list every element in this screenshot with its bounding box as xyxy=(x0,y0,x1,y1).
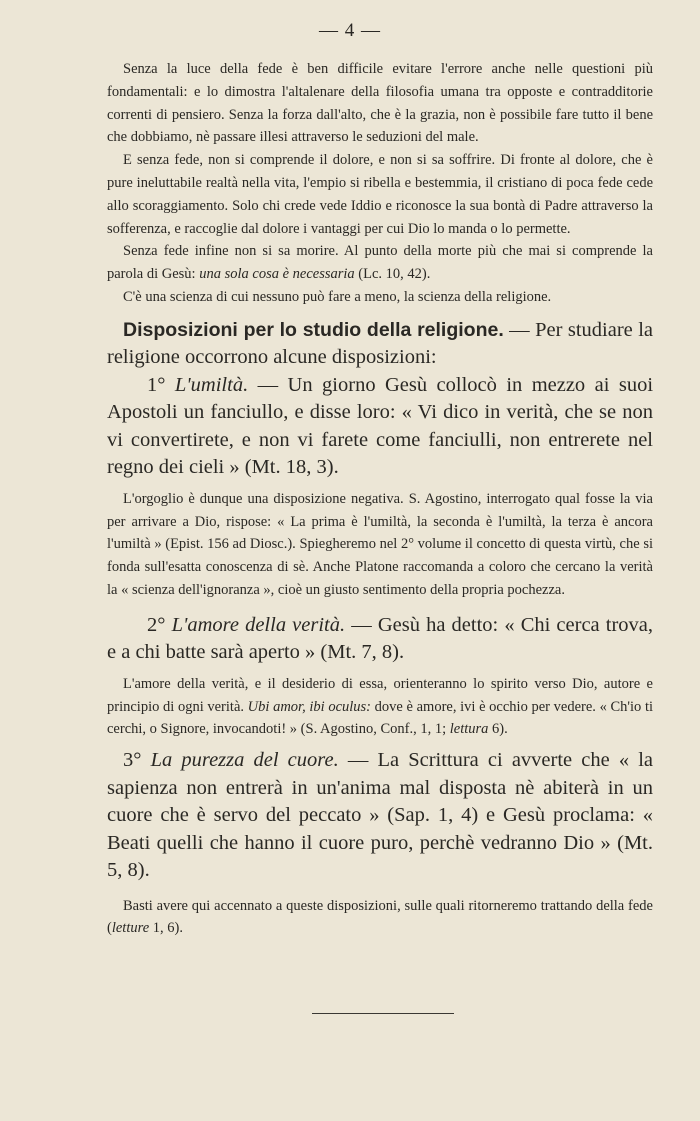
section-heading-paragraph: Disposizioni per lo studio della religione. — Per studiare la religione occorrono alcune disposizioni: xyxy=(107,318,653,369)
page-number: — 4 — xyxy=(319,20,381,41)
paragraph-closing: Basti avere qui accennato a queste disposizioni, sulle quali ritorneremo trattando della fede (letture 1, 6). xyxy=(107,897,653,937)
item-humility: 1° L'umiltà. — Un giorno Gesù collocò in mezzo ai suoi Apostoli un fanciullo, e disse loro: « Vi dico in verità, che se non vi convertirete, e non vi farete come fanciulli, non entrerete nel regno dei cieli » (Mt. 18, 3). xyxy=(107,373,654,479)
section-heading: Disposizioni per lo studio della religione. xyxy=(123,318,504,341)
paragraph-science-religion: C'è una scienza di cui nessuno può fare a meno, la scienza della religione. xyxy=(123,288,552,305)
paragraph-faith-suffering: E senza fede, non si comprende il dolore, e non si sa soffrire. Di fronte al dolore, che è pure ineluttabile realtà nella vita, l'empio si ribella e bestemmia, il cristiano di poca fede cede allo scoraggiamento. Solo chi crede vede Iddio e riconosce la sua bontà di Padre attraverso la sofferenza, e raccoglie dal dolore i vantaggi per cui Dio lo manda o lo permette. xyxy=(107,152,653,237)
paragraph-faith-death: Senza fede infine non si sa morire. Al punto della morte più che mai si comprende la parola di Gesù: una sola cosa è necessaria (Lc. 10, 42). xyxy=(107,243,653,283)
item-title: L'amore della verità. xyxy=(171,613,346,636)
paragraph-humility-comment: L'orgoglio è dunque una disposizione negativa. S. Agostino, interrogato qual fosse la via per arrivare a Dio, rispose: « La prima è l'umiltà, la seconda è l'umiltà, la terza è ancora l'umiltà » (Epist. 156 ad Diosc.). Spiegheremo nel 2° volume il concetto di questa virtù, che si fonda sull'esatta conoscenza di sè. Anche Platone raccomanda a coloro che cercano la verità la « scienza dell'ignoranza », cioè un giusto sentimento della propria pochezza. xyxy=(107,490,653,598)
item-purity-of-heart: 3° La purezza del cuore. — La Scrittura ci avverte che « la sapienza non entrerà in un'anima mal disposta nè abiterà in un cuore che è servo del peccato » (Sap. 1, 4) e Gesù proclama: « Beati quelli che hanno il cuore puro, perchè vedranno Dio » (Mt. 5, 8). xyxy=(107,749,653,882)
page-text xyxy=(107,58,653,940)
item-title: La purezza del cuore. xyxy=(150,749,339,772)
item-love-of-truth: 2° L'amore della verità. — Gesù ha detto: « Chi cerca trova, e a chi batte sarà aperto » (Mt. 7, 8). xyxy=(107,613,653,664)
paragraph-faith-errors: Senza la luce della fede è ben difficile evitare l'errore anche nelle questioni più fondamentali: e lo dimostra l'altalenare della filosofia umana tra opposte e contradditorie correnti di pensiero. Senza la forza dall'alto, che è la grazia, non è possibile fare tutto il bene che dobbiamo, nè passare illesi attraverso le seduzioni del male. xyxy=(107,61,653,146)
item-title: L'umiltà. xyxy=(174,373,249,396)
section-end-rule xyxy=(312,1013,454,1014)
paragraph-love-comment: L'amore della verità, e il desiderio di essa, orienteranno lo spirito verso Dio, autore e principio di ogni verità. Ubi amor, ibi oculus: dove è amore, ivi è occhio per vedere. « Ch'io ti cerchi, o Signore, invocandoti! » (S. Agostino, Conf., 1, 1; lettura 6). xyxy=(107,675,653,738)
